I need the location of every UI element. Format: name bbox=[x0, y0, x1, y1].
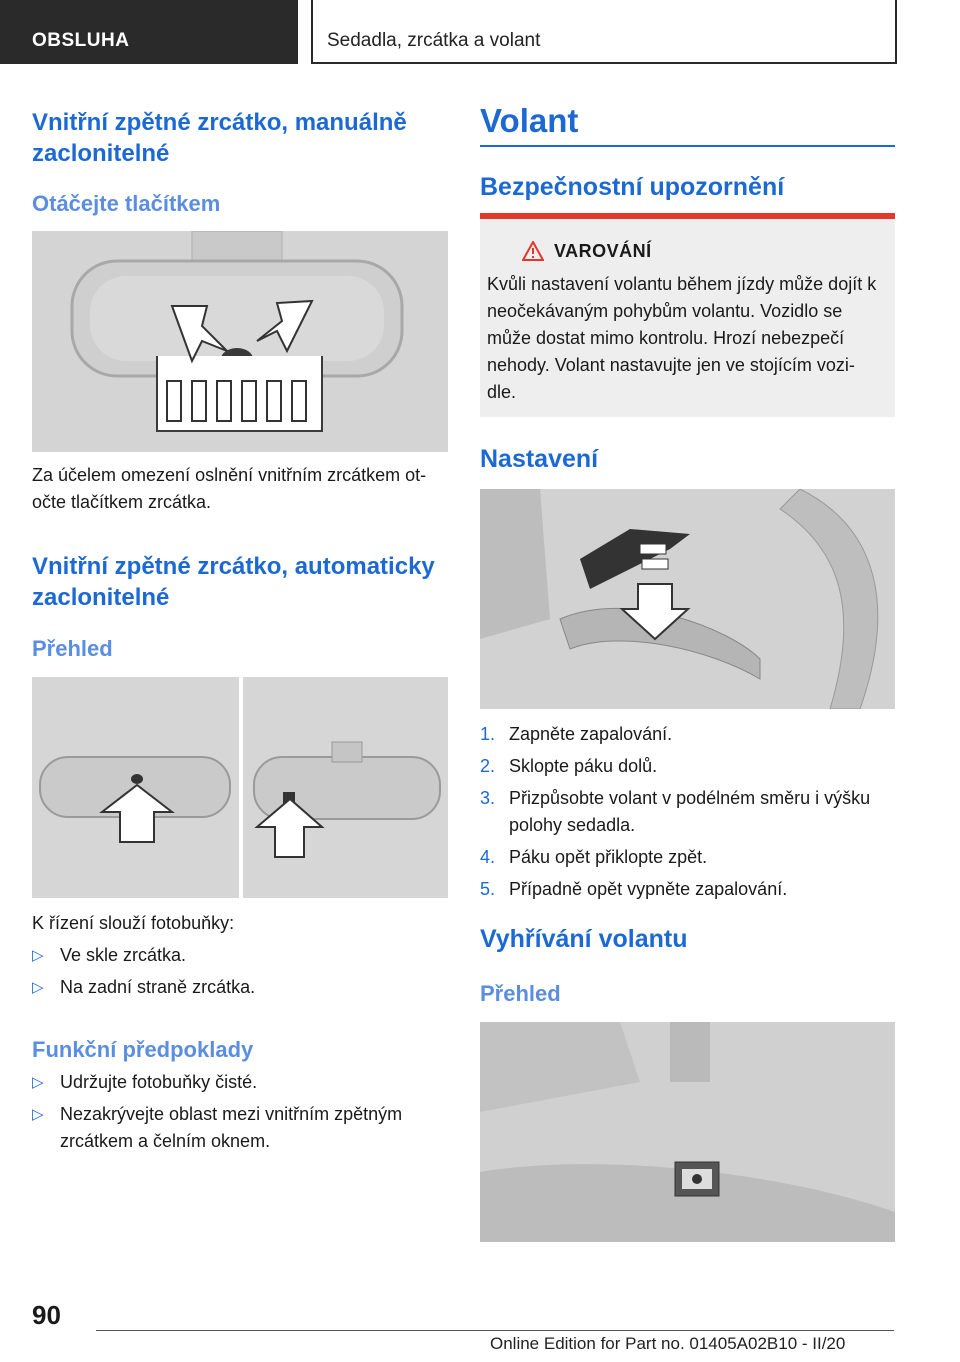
section-label: OBSLUHA bbox=[32, 30, 130, 51]
list-item: 4. Páku opět přiklopte zpět. bbox=[480, 847, 708, 867]
list-item: ▷ Ve skle zrcátka. bbox=[32, 942, 448, 969]
subheading-overview-heating: Přehled bbox=[480, 981, 561, 1006]
page-title: Volant bbox=[480, 102, 579, 139]
heading-heating: Vyhřívání volantu bbox=[480, 925, 688, 953]
page-number: 90 bbox=[32, 1300, 61, 1330]
warning-label: VAROVÁNÍ bbox=[554, 241, 652, 261]
triangle-right-icon: ▷ bbox=[32, 979, 44, 996]
heading-auto-mirror: Vnitřní zpětné zrcátko, automaticky zaclonitelné bbox=[32, 553, 435, 611]
sensor-list bbox=[32, 942, 448, 1006]
triangle-right-icon: ▷ bbox=[32, 1074, 44, 1091]
warning-text: Kvůli nastavení volantu během jízdy může dojít k neočekávaným pohybům volantu. Vozidlo se může dostat mimo kontrolu. Hrozí nebezpečí nehody. Volant nastavujte jen ve stojícím vozi-dle. bbox=[487, 274, 877, 402]
warning-box bbox=[480, 219, 895, 417]
triangle-right-icon: ▷ bbox=[32, 947, 44, 964]
paragraph-manual-dim: Za účelem omezení oslnění vnitřním zrcátkem ot-očte tlačítkem zrcátka. bbox=[32, 465, 427, 512]
list-item: 5. Případně opět vypněte zapalování. bbox=[480, 879, 788, 899]
triangle-right-icon: ▷ bbox=[32, 1106, 44, 1123]
subheading-overview-mirror: Přehled bbox=[32, 636, 113, 661]
heading-manual-mirror: Vnitřní zpětné zrcátko, manuálně zaclonitelné bbox=[32, 109, 407, 167]
footer-rule bbox=[96, 1330, 894, 1331]
auto-mirror-image bbox=[32, 677, 448, 898]
list-item: 1. Zapněte zapalování. bbox=[480, 724, 673, 744]
heading-safety: Bezpečnostní upozornění bbox=[480, 173, 785, 201]
list-item: 3. Přizpůsobte volant v podélném směru i výšku polohy sedadla. bbox=[480, 788, 871, 835]
list-item: ▷ Nezakrývejte oblast mezi vnitřním zpětným zrcátkem a čelním oknem. bbox=[32, 1101, 448, 1155]
warning-triangle-icon bbox=[522, 241, 544, 261]
adjust-steps bbox=[480, 721, 895, 908]
prerequisite-list bbox=[32, 1069, 448, 1160]
manual-mirror-image bbox=[32, 231, 448, 452]
subheading-prerequisites: Funkční předpoklady bbox=[32, 1037, 254, 1062]
section-tab bbox=[0, 0, 298, 64]
chapter-label: Sedadla, zrcátka a volant bbox=[327, 30, 541, 51]
chapter-tab bbox=[311, 0, 897, 64]
steering-lever-image bbox=[480, 489, 895, 709]
title-rule bbox=[480, 145, 895, 147]
heating-button-image bbox=[480, 1022, 895, 1242]
list-item: ▷ Na zadní straně zrcátka. bbox=[32, 974, 448, 1001]
list-item: ▷ Udržujte fotobuňky čisté. bbox=[32, 1069, 448, 1096]
footer-edition: Online Edition for Part no. 01405A02B10 - II/20 bbox=[490, 1334, 846, 1353]
subheading-button: Otáčejte tlačítkem bbox=[32, 191, 221, 216]
list-item: 2. Sklopte páku dolů. bbox=[480, 756, 658, 776]
paragraph-control: K řízení slouží fotobuňky: bbox=[32, 913, 235, 933]
heading-adjust: Nastavení bbox=[480, 445, 599, 473]
